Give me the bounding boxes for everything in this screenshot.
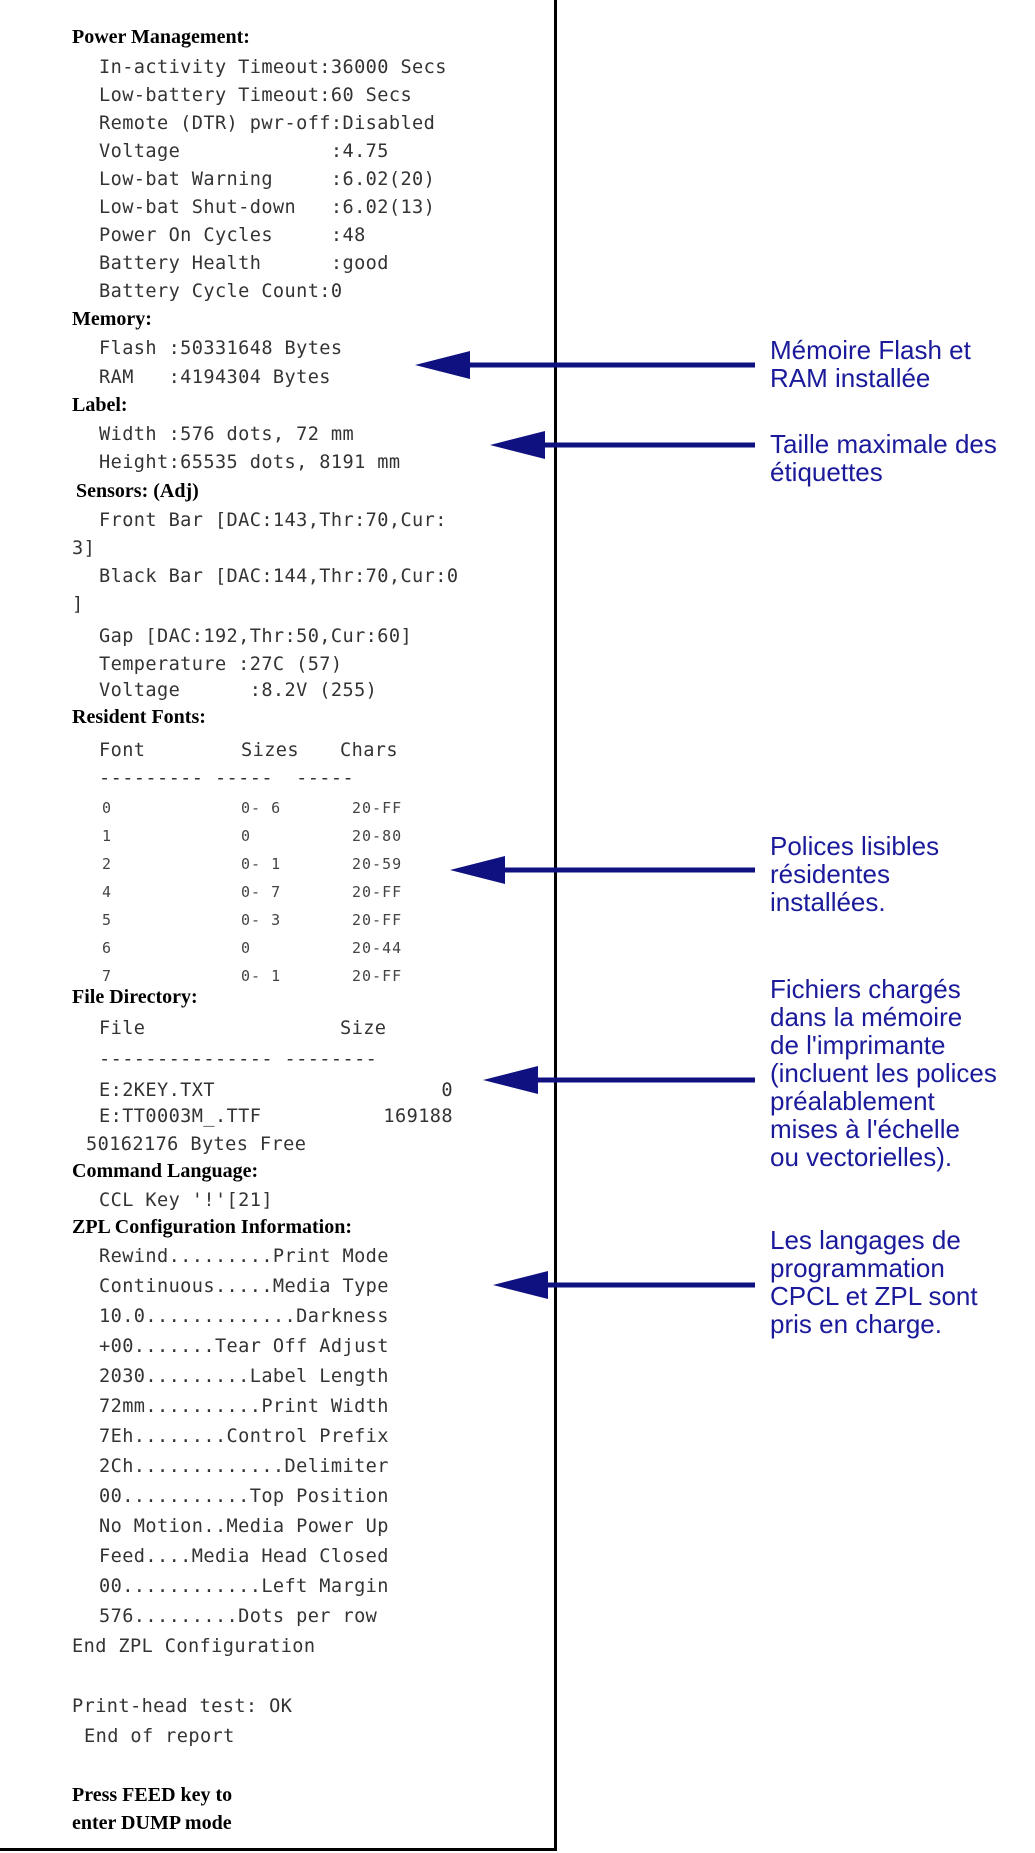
callout-label-size: Taille maximale des étiquettes: [770, 429, 997, 487]
font-row-sizes: 0: [241, 827, 252, 845]
printhead-test-line: Print-head test: OK: [72, 1696, 293, 1717]
arrow-fonts-head: [450, 856, 505, 884]
fonts-col-chars: Chars: [340, 740, 398, 761]
callout-memory: Mémoire Flash et RAM installée: [770, 335, 971, 393]
power-line: Voltage :4.75: [99, 141, 389, 162]
command-language-heading: Command Language:: [72, 1160, 259, 1182]
callout-file-directory: Fichiers chargés dans la mémoire de l'imprimante (incluent les polices préalablement mises à l'échelle ou vectorielles).: [770, 974, 997, 1172]
file-row-name: E:TT0003M_.TTF: [99, 1106, 262, 1127]
file-row-name: E:2KEY.TXT: [99, 1080, 215, 1101]
zpl-line: 72mm..........Print Width: [99, 1396, 389, 1417]
font-row-sizes: 0- 3: [241, 911, 282, 929]
file-row-size: 0: [441, 1080, 453, 1101]
zpl-end-line: End ZPL Configuration: [72, 1636, 316, 1657]
font-row-chars: 20-FF: [352, 967, 403, 985]
font-row-id: 4: [102, 883, 113, 901]
files-rule: --------------- --------: [99, 1049, 378, 1070]
sensor-line: Black Bar [DAC:144,Thr:70,Cur:0: [99, 566, 459, 587]
fonts-col-font: Font: [99, 740, 146, 761]
zpl-line: Rewind.........Print Mode: [99, 1246, 389, 1267]
font-row-chars: 20-44: [352, 939, 403, 957]
arrow-files-head: [483, 1066, 538, 1094]
zpl-line: 10.0.............Darkness: [99, 1306, 389, 1327]
dump-mode-line: enter DUMP mode: [72, 1812, 232, 1834]
label-height-line: Height:65535 dots, 8191 mm: [99, 452, 401, 473]
font-row-id: 0: [102, 799, 113, 817]
font-row-sizes: 0- 7: [241, 883, 282, 901]
sensor-line: Temperature :27C (57): [99, 654, 343, 675]
callout-resident-fonts: Polices lisibles résidentes installées.: [770, 831, 940, 917]
files-col-size: Size: [340, 1018, 387, 1039]
font-row-id: 2: [102, 855, 113, 873]
file-directory-heading: File Directory:: [72, 986, 198, 1008]
arrow-memory: [415, 351, 755, 379]
power-management-heading: Power Management:: [72, 26, 250, 48]
zpl-line: 576.........Dots per row: [99, 1606, 378, 1627]
resident-fonts-heading: Resident Fonts:: [72, 706, 206, 728]
font-row-id: 7: [102, 967, 113, 985]
label-width-line: Width :576 dots, 72 mm: [99, 424, 355, 445]
sensors-heading: Sensors: (Adj): [76, 480, 199, 502]
zpl-line: 7Eh........Control Prefix: [99, 1426, 389, 1447]
font-row-id: 5: [102, 911, 113, 929]
memory-heading: Memory:: [72, 308, 152, 330]
font-row-id: 1: [102, 827, 113, 845]
files-col-file: File: [99, 1018, 146, 1039]
fonts-rule: --------- ----- -----: [99, 768, 355, 789]
zpl-line: Feed....Media Head Closed: [99, 1546, 389, 1567]
font-row-id: 6: [102, 939, 113, 957]
power-line: Battery Cycle Count:0: [99, 281, 343, 302]
font-row-chars: 20-59: [352, 855, 403, 873]
font-row-sizes: 0- 1: [241, 967, 282, 985]
font-row-chars: 20-FF: [352, 911, 403, 929]
memory-flash-line: Flash :50331648 Bytes: [99, 338, 343, 359]
zpl-line: 2Ch.............Delimiter: [99, 1456, 389, 1477]
power-line: Low-battery Timeout:60 Secs: [99, 85, 413, 106]
power-line: Remote (DTR) pwr-off:Disabled: [99, 113, 436, 134]
sensor-line: Voltage :8.2V (255): [99, 680, 378, 701]
font-row-sizes: 0- 1: [241, 855, 282, 873]
arrow-languages: [493, 1271, 755, 1299]
zpl-configuration-heading: ZPL Configuration Information:: [72, 1216, 353, 1238]
zpl-line: 2030.........Label Length: [99, 1366, 389, 1387]
label-heading: Label:: [72, 394, 128, 416]
callout-languages: Les langages de programmation CPCL et ZPL sont pris en charge.: [770, 1225, 978, 1339]
power-line: Low-bat Shut-down :6.02(13): [99, 197, 436, 218]
font-row-chars: 20-80: [352, 827, 403, 845]
power-line: Low-bat Warning :6.02(20): [99, 169, 436, 190]
sensor-line: 3]: [72, 538, 96, 559]
font-row-chars: 20-FF: [352, 883, 403, 901]
file-row-size: 169188: [383, 1106, 453, 1127]
power-line: Battery Health :good: [99, 253, 389, 274]
command-language-line: CCL Key '!'[21]: [99, 1190, 273, 1211]
font-row-sizes: 0: [241, 939, 252, 957]
arrow-files: [483, 1066, 755, 1094]
sensor-line: Front Bar [DAC:143,Thr:70,Cur:: [99, 510, 447, 531]
zpl-line: +00.......Tear Off Adjust: [99, 1336, 389, 1357]
zpl-line: 00............Left Margin: [99, 1576, 389, 1597]
arrow-label: [490, 431, 755, 459]
fonts-col-sizes: Sizes: [241, 740, 299, 761]
zpl-line: 00...........Top Position: [99, 1486, 389, 1507]
bytes-free-line: 50162176 Bytes Free: [86, 1134, 307, 1155]
font-row-chars: 20-FF: [352, 799, 403, 817]
power-line: Power On Cycles :48: [99, 225, 366, 246]
zpl-line: Continuous.....Media Type: [99, 1276, 389, 1297]
press-feed-line: Press FEED key to: [72, 1784, 233, 1806]
arrow-fonts: [450, 856, 755, 884]
memory-ram-line: RAM :4194304 Bytes: [99, 367, 331, 388]
end-of-report-line: End of report: [84, 1726, 235, 1747]
font-row-sizes: 0- 6: [241, 799, 282, 817]
power-line: In-activity Timeout:36000 Secs: [99, 57, 447, 78]
sensor-line: ]: [72, 594, 84, 615]
sensor-line: Gap [DAC:192,Thr:50,Cur:60]: [99, 626, 413, 647]
arrow-label-head: [490, 431, 545, 459]
arrow-languages-head: [493, 1271, 548, 1299]
arrow-memory-head: [415, 351, 470, 379]
zpl-line: No Motion..Media Power Up: [99, 1516, 389, 1537]
